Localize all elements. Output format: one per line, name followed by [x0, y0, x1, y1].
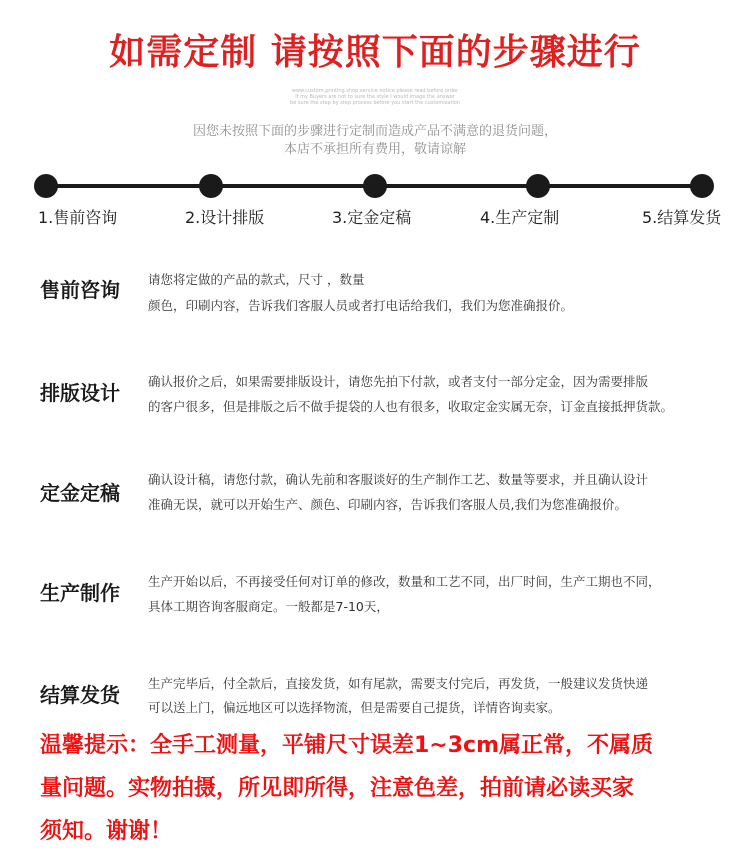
step-label-4: 4.生产定制	[480, 208, 560, 227]
section-title: 售前咨询	[40, 278, 120, 302]
tip-line-1: 温馨提示：全手工测量，平铺尺寸误差1~3cm属正常，不属质	[40, 733, 654, 758]
section-text-line: 生产完毕后，付全款后，直接发货，如有尾款，需要支付完后，再发货，一般建议发货快递	[148, 676, 649, 691]
timeline-dot-4	[526, 174, 550, 198]
tip-line-2: 量问题。实物拍摄，所见即所得，注意色差，拍前请必读买家	[40, 776, 635, 801]
timeline-dot-2	[199, 174, 223, 198]
section-text-line: 准确无误，就可以开始生产、颜色、印刷内容，告诉我们客服人员,我们为您准确报价。	[148, 497, 627, 512]
fine-print-line: If my Buyers are not to sure the style I would image the answer	[295, 94, 455, 100]
timeline-dot-1	[34, 174, 58, 198]
page-title: 如需定制 请按照下面的步骤进行	[109, 32, 641, 73]
disclaimer-line-2: 本店不承担所有费用，敬请谅解	[283, 142, 466, 157]
step-label-5: 5.结算发货	[642, 208, 722, 227]
step-label-2: 2.设计排版	[185, 208, 265, 227]
section-title: 生产制作	[40, 581, 120, 605]
section-text-line: 的客户很多，但是排版之后不做手提袋的人也有很多，收取定金实属无奈，订金直接抵押货款。	[148, 399, 674, 414]
fine-print-line: www.custom.printing.shop service notice please read before order	[291, 88, 459, 94]
timeline-dot-5	[690, 174, 714, 198]
tip-line-3: 须知。谢谢！	[40, 819, 173, 844]
section-text-line: 可以送上门，偏远地区可以选择物流，但是需要自己提货，详情咨询卖家。	[148, 700, 561, 715]
section-text-line: 生产开始以后，不再接受任何对订单的修改，数量和工艺不同，出厂时间，生产工期也不同，	[148, 574, 661, 589]
disclaimer-line-1: 因您未按照下面的步骤进行定制而造成产品不满意的退货问题，	[192, 124, 557, 139]
step-label-3: 3.定金定稿	[332, 208, 412, 227]
section-title: 排版设计	[40, 381, 120, 405]
fine-print-line: be sure the step by step process before you start the customization	[290, 100, 460, 106]
section-title: 定金定稿	[40, 481, 120, 505]
step-label-1: 1.售前咨询	[38, 208, 118, 227]
timeline-dot-3	[363, 174, 387, 198]
section-text-line: 确认设计稿，请您付款，确认先前和客服谈好的生产制作工艺、数量等要求，并且确认设计	[148, 472, 649, 487]
section-text-line: 具体工期咨询客服商定。一般都是7-10天，	[148, 599, 389, 614]
section-text-line: 确认报价之后，如果需要排版设计，请您先拍下付款，或者支付一部分定金，因为需要排版	[148, 374, 649, 389]
section-title: 结算发货	[40, 683, 120, 707]
section-text-line: 请您将定做的产品的款式，尺寸 ，数量	[148, 272, 365, 287]
section-text-line: 颜色，印刷内容，告诉我们客服人员或者打电话给我们，我们为您准确报价。	[148, 298, 574, 313]
